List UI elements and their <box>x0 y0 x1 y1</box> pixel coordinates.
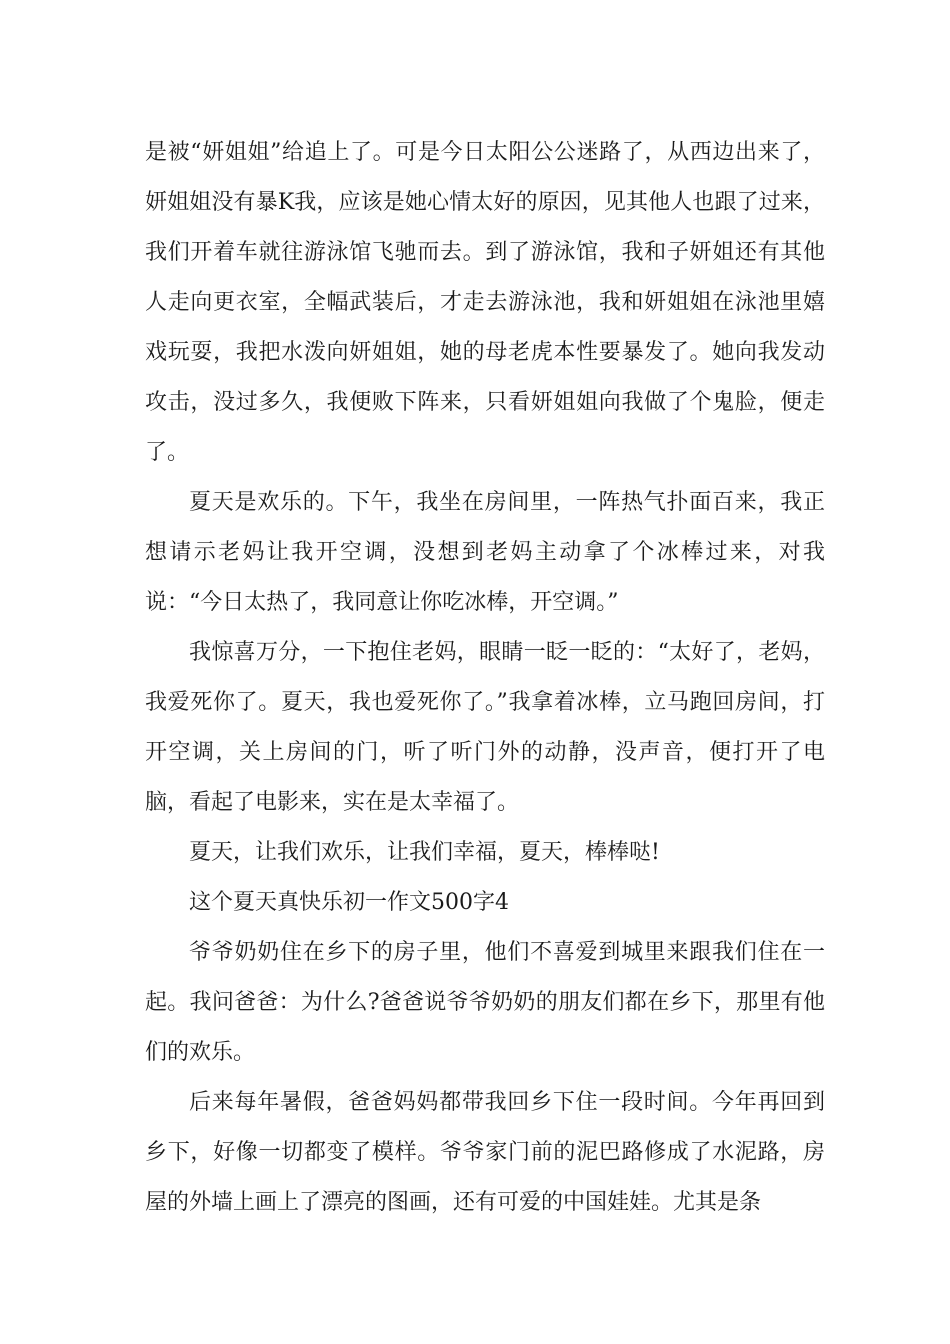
paragraph-popsicle: 我惊喜万分，一下抱住老妈，眼睛一眨一眨的：“太好了，老妈，我爱死你了。夏天，我也爱死你了。”我拿着冰棒，立马跑回房间，打开空调，关上房间的门，听了听门外的动静，没声音，便打开了电脑，看起了电影来，实在是太幸福了。 <box>145 640 825 815</box>
paragraph-grandparents: 爷爷奶奶住在乡下的房子里，他们不喜爱到城里来跟我们住在一起。我问爸爸：为什么?爸爸说爷爷奶奶的朋友们都在乡下，那里有他们的欢乐。 <box>145 940 825 1065</box>
essay-heading: 这个夏天真快乐初一作文500字4 <box>189 890 509 915</box>
document-body <box>145 128 825 1228</box>
paragraph-summer-joy: 夏天是欢乐的。下午，我坐在房间里，一阵热气扑面百来，我正想请示老妈让我开空调，没想到老妈主动拿了个冰棒过来，对我说：“今日太热了，我同意让你吃冰棒，开空调。” <box>145 490 825 615</box>
paragraph-summer-cheer: 夏天，让我们欢乐，让我们幸福，夏天，棒棒哒! <box>189 840 660 865</box>
paragraph-continuation: 是被“妍姐姐”给追上了。可是今日太阳公公迷路了，从西边出来了，妍姐姐没有暴K我，应该是她心情太好的原因，见其他人也跟了过来，我们开着车就往游泳馆飞驰而去。到了游泳馆，我和子妍姐还有其他人走向更衣室，全幅武装后，才走去游泳池，我和妍姐姐在泳池里嬉戏玩耍，我把水泼向妍姐姐，她的母老虎本性要暴发了。她向我发动攻击，没过多久，我便败下阵来，只看妍姐姐向我做了个鬼脸，便走了。 <box>145 140 825 465</box>
paragraph-countryside: 后来每年暑假，爸爸妈妈都带我回乡下住一段时间。今年再回到乡下，好像一切都变了模样。爷爷家门前的泥巴路修成了水泥路，房屋的外墙上画上了漂亮的图画，还有可爱的中国娃娃。尤其是条 <box>145 1090 825 1215</box>
